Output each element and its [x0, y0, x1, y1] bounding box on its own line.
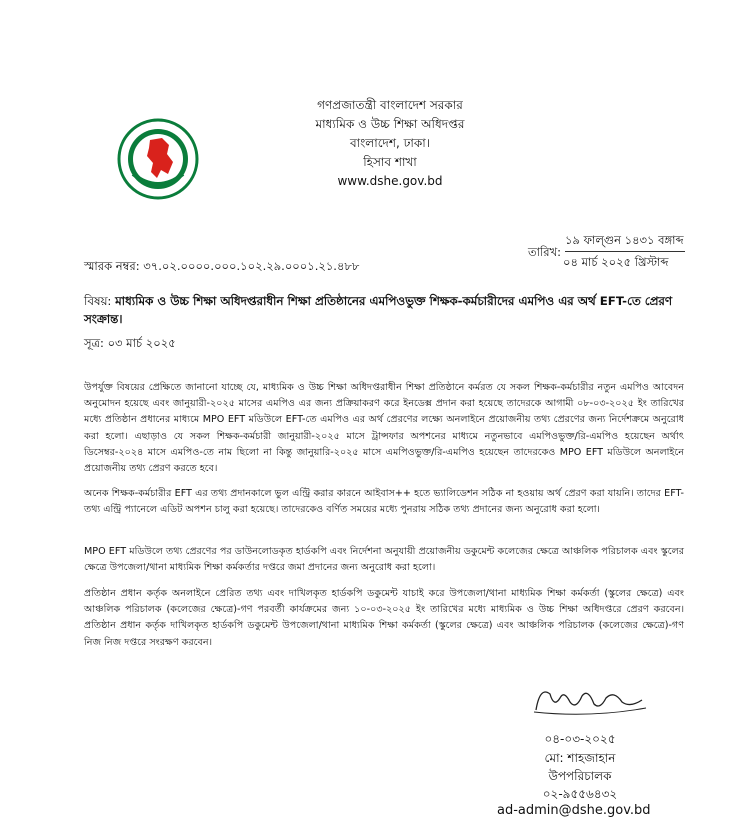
- body-paragraph-2: অনেক শিক্ষক-কর্মচারীর EFT এর তথ্য প্রদানকালে ভুল এন্ট্রি করার কারনে আইবাস++ হতে ভ্যালিডেশন সঠিক না হওয়ায় অর্থ প্রেরণ করা যায়নি। তাদের EFT-তথ্য এন্ট্রি প্যানেলে এডিট অপশন চালু করা হয়েছে। তাদেরকেও বর্ণিত সময়ের মধ্যে পুনরায় সঠিক তথ্য প্রদানের জন্য অনুরোধ করা হলো।: [84, 488, 684, 516]
- signatory-name: মো: শাহজাহান: [544, 751, 616, 765]
- date-gregorian: ০৪ মার্চ ২০২৫ খ্রিস্টাব্দ: [563, 255, 669, 269]
- government-seal-icon: [117, 118, 199, 200]
- body-paragraph-1: উপর্যুক্ত বিষয়ের প্রেক্ষিতে জানানো যাচ্ছে যে, মাধ্যমিক ও উচ্চ শিক্ষা অধিদপ্তরাধীন শিক্ষা প্রতিষ্ঠানে কর্মরত যে সকল শিক্ষক-কর্মচারীর নতুন এমপিও আবেদন অনুমোদন হয়েছে এবং জানুয়ারী-২০২৫ মাসের এমপিও এর জন্য প্রক্রিয়াকরণ করে ইনডেক্স প্রদান করা হয়েছে তাদেরকে আগামী ০৮-০৩-২০২৫ ইং তারিখের মধ্যে প্রতিষ্ঠান প্রধানের মাধ্যমে MPO EFT মডিউলে EFT-তে এমপিও এর অর্থ প্রেরণের লক্ষ্যে অনলাইনে প্রয়োজনীয় তথ্য প্রেরণের জন্য নির্দেশক্রমে অনুরোধ করা হলো। এছাড়াও যে সকল শিক্ষক-কর্মচারী জানুয়ারী-২০২৫ মাসে ট্রান্সফার অপশনের মাধ্যমে নতুনভাবে এমপিওভুক্ত/রি-এমপিও হয়েছেন অর্থাৎ ডিসেম্বর-২০২৪ মাসে এমপিও-তে নাম ছিলো না কিন্তু জানুয়ারি-২০২৫ মাসে এমপিওভুক্ত/রি-এমপিও হয়েছেন তাদেরকেও MPO EFT মডিউলে অনলাইনে প্রয়োজনীয় তথ্য প্রেরণ করতে হবে।: [84, 382, 684, 475]
- signatory-phone: ০২-৯৫৫৬৪৩২: [542, 787, 618, 801]
- signatory-email[interactable]: ad-admin@dshe.gov.bd: [497, 803, 651, 818]
- header-line-location: বাংলাদেশ, ঢাকা।: [349, 136, 431, 150]
- government-seal-logo: [117, 118, 199, 200]
- signature-icon: [530, 680, 650, 722]
- memo-reference-number: স্মারক নম্বর: ৩৭.০২.০০০০.০০০.১০২.২৯.০০০১.২১.৪৮৮: [84, 259, 360, 273]
- date-bangla: ১৯ ফাল্গুন ১৪৩১ বঙ্গাব্দ: [565, 233, 684, 247]
- signatory-designation: উপপরিচালক: [548, 769, 612, 783]
- date-divider: [565, 251, 685, 252]
- body-paragraph-4: প্রতিষ্ঠান প্রধান কর্তৃক অনলাইনে প্রেরিত তথ্য এবং দাখিলকৃত হার্ডকপি ডকুমেন্ট যাচাই করে উপজেলা/থানা মাধ্যমিক শিক্ষা কর্মকর্তা (স্কুলের ক্ষেত্রে) এবং আঞ্চলিক পরিচালক (কলেজের ক্ষেত্রে)-গণ পরবর্তী কার্যক্রমের জন্য ১০-০৩-২০২৫ ইং তারিখের মধ্যে মাধ্যমিক ও উচ্চ শিক্ষা অধিদপ্তরে প্রেরণ করবেন। প্রতিষ্ঠান প্রধান কর্তৃক দাখিলকৃত হার্ডকপি ডকুমেন্ট উপজেলা/থানা মাধ্যমিক শিক্ষা কর্মকর্তা (স্কুলের ক্ষেত্রে) এবং আঞ্চলিক পরিচালক (কলেজের ক্ষেত্রে)-গণ নিজ নিজ দপ্তরে সংরক্ষণ করবেন।: [84, 588, 684, 648]
- source-reference: সূত্র: ০৩ মার্চ ২০২৫: [84, 336, 176, 350]
- date-label: তারিখ:: [528, 245, 562, 259]
- subject-label: বিষয়:: [84, 294, 112, 308]
- subject-text: মাধ্যমিক ও উচ্চ শিক্ষা অধিদপ্তরাধীন শিক্ষা প্রতিষ্ঠানের এমপিওভুক্ত শিক্ষক-কর্মচারীদের এমপিও এর অর্থ EFT-তে প্রেরণ সংক্রান্ত।: [84, 294, 673, 326]
- header-line-department: মাধ্যমিক ও উচ্চ শিক্ষা অধিদপ্তর: [315, 117, 465, 131]
- subject-block: [84, 292, 684, 328]
- handwritten-signature: [530, 680, 650, 722]
- header-website: www.dshe.gov.bd: [337, 174, 443, 188]
- header-line-section: হিসাব শাখা: [363, 155, 417, 169]
- signature-date: ০৪-০৩-২০২৫: [544, 732, 616, 746]
- header-line-government: গণপ্রজাতন্ত্রী বাংলাদেশ সরকার: [317, 98, 463, 112]
- body-paragraph-3: MPO EFT মডিউলে তথ্য প্রেরণের পর ডাউনলোডকৃত হার্ডকপি এবং নির্দেশনা অনুযায়ী প্রয়োজনীয় ডকুমেন্ট কলেজের ক্ষেত্রে আঞ্চলিক পরিচালক এবং স্কুলের ক্ষেত্রে উপজেলা/থানা মাধ্যমিক শিক্ষা কর্মকর্তার দপ্তরে জমা প্রদানের জন্য অনুরোধ করা হলো।: [84, 546, 684, 574]
